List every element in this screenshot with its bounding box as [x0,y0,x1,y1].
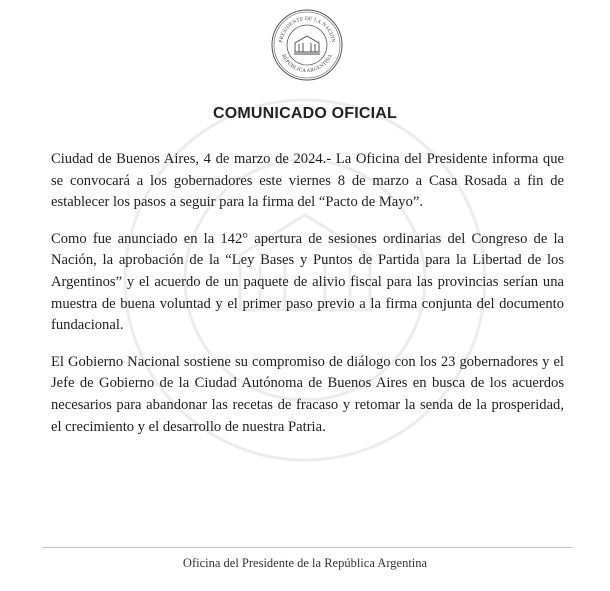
seal-text-bottom: REPÚBLICA ARGENTINA [280,53,334,75]
national-seal-icon [270,8,344,82]
seal-text-top: PRESIDENTE DE LA NACIÓN [278,15,336,44]
paragraph-date-announcement: Ciudad de Buenos Aires, 4 de marzo de 2024.- La Oficina del Presidente informa que se convocará a los gobernadores este viernes 8 de marzo a Casa Rosada a fin de establecer los pasos a seguir para la firma del “Pacto de Mayo”. [51,151,564,211]
document-title: COMUNICADO OFICIAL [212,105,398,122]
footer-divider [42,547,572,548]
footer-office: Oficina del Presidente de la República Argentina [182,556,428,570]
document-body [51,149,564,453]
paragraph-government-commitment: El Gobierno Nacional sostiene su compromiso de diálogo con los 23 gobernadores y el Jefe de Gobierno de la Ciudad Autónoma de Buenos Aires en busca de los acuerdos necesarios para abandonar las recetas de fracaso y retomar la senda de la prosperidad, el crecimiento y el desarrollo de nuestra Patria. [51,353,564,435]
paragraph-congress: Como fue anunciado en la 142° apertura de sesiones ordinarias del Congreso de la Nación, la aprobación de la “Ley Bases y Puntos de Partida para la Libertad de los Argentinos” y el acuerdo de un paquete de alivio fiscal para las provincias serían una muestra de buena voluntad y el primer paso previo a la firma conjunta del documento fundacional. [51,230,564,334]
